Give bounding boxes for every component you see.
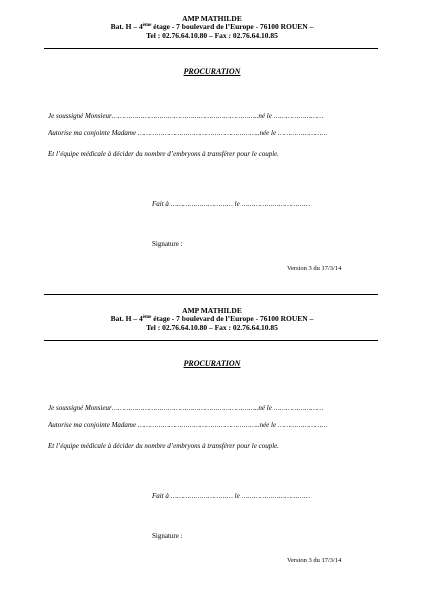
org-address (0, 22, 424, 31)
header-divider (44, 48, 378, 49)
medical-team-line: Et l’équipe médicale à décider du nombre d’embryons à transférer pour le couple. (48, 442, 280, 450)
wife-line: Autorise ma conjointe Madame …………………………………………………..née le …………………… (48, 129, 328, 137)
org-name: AMP MATHILDE (182, 306, 242, 315)
form-title: PROCURATION (183, 359, 241, 368)
org-contact: Tel : 02.76.64.10.80 – Fax : 02.76.64.10.85 (146, 323, 278, 332)
procuration-form-copy-2 (0, 292, 424, 584)
place-date-line: Fait à ………………………… le …………………………… (152, 492, 310, 500)
org-contact: Tel : 02.76.64.10.80 – Fax : 02.76.64.10.85 (146, 31, 278, 40)
husband-line: Je soussigné Monsieur……………………………………………………………..né le …………………… (48, 112, 324, 120)
form-title: PROCURATION (183, 67, 241, 76)
medical-team-line: Et l’équipe médicale à décider du nombre d’embryons à transférer pour le couple. (48, 150, 280, 158)
address-superscript: ème (142, 23, 152, 28)
address-prefix: Bat. H – 4 (110, 22, 143, 31)
org-name: AMP MATHILDE (182, 14, 242, 23)
address-suffix: étage - 7 boulevard de l’Europe - 76100 ROUEN – (151, 22, 314, 31)
version-label: Version 3 du 17/3/14 (287, 557, 342, 564)
husband-line: Je soussigné Monsieur……………………………………………………………..né le …………………… (48, 404, 324, 412)
signature-label: Signature : (152, 532, 183, 540)
version-label: Version 3 du 17/3/14 (287, 265, 342, 272)
org-address (0, 314, 424, 323)
address-suffix: étage - 7 boulevard de l’Europe - 76100 ROUEN – (151, 314, 314, 323)
wife-line: Autorise ma conjointe Madame …………………………………………………..née le …………………… (48, 421, 328, 429)
signature-label: Signature : (152, 240, 183, 248)
procuration-form-copy-1 (0, 0, 424, 292)
address-prefix: Bat. H – 4 (110, 314, 143, 323)
header-divider (44, 340, 378, 341)
address-superscript: ème (142, 315, 152, 320)
place-date-line: Fait à ………………………… le …………………………… (152, 200, 310, 208)
